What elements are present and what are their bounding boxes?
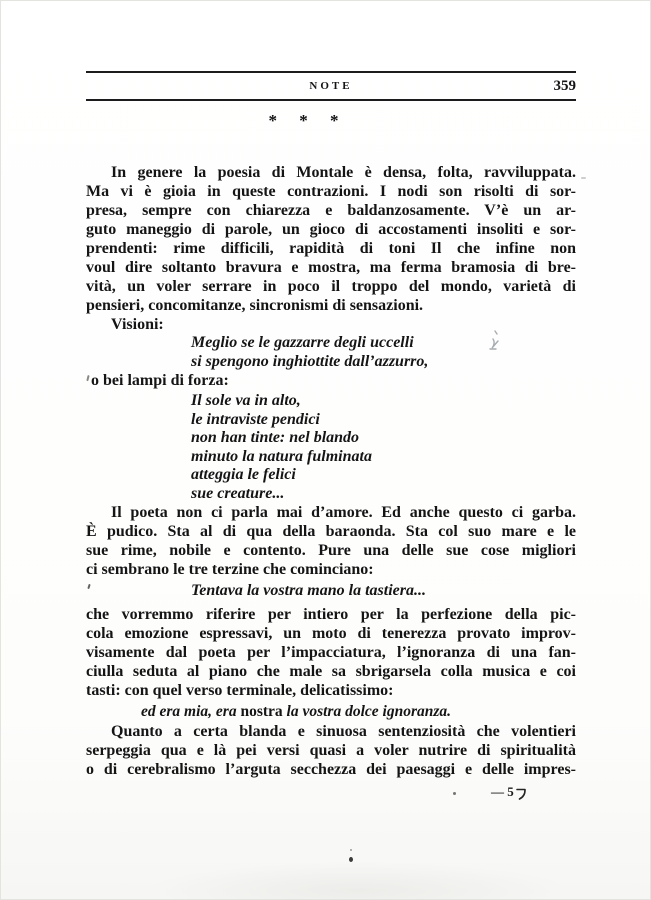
- text-line: atteggia le felici: [191, 466, 296, 483]
- printer-signature: [86, 784, 576, 801]
- signature-hook-icon: [516, 788, 527, 801]
- text-line: sue creature...: [191, 484, 285, 502]
- text-line: Il poeta non ci parla mai d’amore. Ed anche questo ci garba.: [111, 504, 576, 521]
- text-line: voul dire soltanto bravura e mostra, ma ferma bramosia di bre-: [86, 259, 576, 276]
- paragraph-4: [86, 722, 576, 779]
- text-line: In genere la poesia di Montale è densa, folta, ravviluppata.: [111, 164, 576, 181]
- text-block: [86, 1, 576, 801]
- running-title: NOTE: [309, 80, 353, 92]
- text-line: che vorremmo riferire per intiero per la perfezione della pic-: [86, 605, 576, 623]
- ink-speck: [349, 857, 353, 862]
- text-line: minuto la natura fulminata: [191, 447, 372, 465]
- ink-tick-mark: [86, 375, 89, 381]
- text-line: o di cerebralismo l’arguta secchezza dei paesaggi e delle impres-: [86, 761, 576, 778]
- verse-quote-2: [191, 392, 576, 503]
- text-line: prendenti: rime difficili, rapidità di toni Il che infine non: [86, 240, 576, 257]
- text-line: ciulla seduta al piano che male sa sbrigarsela colla musica e coi: [86, 662, 576, 680]
- text-line: cola emozione espressavi, un moto di tenerezza provato improv-: [86, 624, 576, 642]
- text-line: presa, sempre con chiarezza e baldanzosamente. V’è un ar-: [86, 202, 576, 219]
- paragraph-3: [86, 605, 576, 700]
- text-line: visamente dal poeta per l’impacciatura, l’ignoranza di una fan-: [86, 643, 576, 661]
- text-line: Meglio se le gazzarre degli uccelli: [191, 334, 414, 351]
- verse4-italic-end: la vostra dolce ignoranza.: [286, 702, 452, 720]
- text-line: Quanto a certa blanda e sinuosa sentenziosità che volentieri: [111, 723, 576, 740]
- verse-quote-1: [191, 334, 576, 371]
- ink-speck: [581, 177, 586, 179]
- text-line: pensieri, concomitanze, sincronismi di sensazioni.: [86, 297, 424, 314]
- dinkus-asterisks: * * *: [268, 111, 348, 130]
- verse4-italic-start: ed era mia, era: [141, 702, 237, 720]
- text-line: Ma vi è gioia in queste contrazioni. I nodi son risolti di sor-: [86, 183, 576, 200]
- ink-speck: [350, 849, 352, 851]
- text-line: serpeggia qua e là pei versi quasi a voler nutrire di spiritualità: [86, 742, 576, 759]
- visioni-label: Visioni:: [111, 316, 164, 333]
- text-line: guto maneggio di parole, un gioco di accostamenti insoliti e sor-: [86, 221, 576, 238]
- text-line: È pudico. Sta al di qua della baraonda. Sta col suo mare e le: [86, 523, 576, 540]
- text-line: non han tinte: nel blando: [191, 429, 360, 446]
- running-head: [86, 71, 576, 101]
- paragraph-1: [86, 163, 576, 315]
- text-line: tasti: con quel verso terminale, delicatissimo:: [86, 681, 394, 699]
- text-line: ci sembrano le tre terzine che cominciano:: [86, 561, 374, 578]
- interlude-text: o bei lampi di forza:: [91, 372, 229, 389]
- interlude-line: [86, 371, 576, 390]
- text-line: sue rime, nobile e contento. Pure una delle sue cose migliori: [86, 542, 576, 559]
- signature-number: — 5: [491, 784, 514, 799]
- text-line: Il sole va in alto,: [191, 392, 301, 409]
- verse-quote-3: [191, 582, 576, 601]
- page-number: 359: [553, 77, 576, 94]
- verse-quote-4: [141, 703, 576, 722]
- paragraph-2: [86, 503, 576, 579]
- text-line: vità, un voler serrare in poco il troppo del mondo, varietà di: [86, 278, 576, 295]
- text-line: Tentava la vostra mano la tastiera...: [191, 582, 426, 599]
- verse4-roman-word: nostra: [240, 702, 283, 720]
- text-line: le intraviste pendici: [191, 410, 320, 428]
- text-line: si spengono inghiottite dall’azzurro,: [191, 352, 429, 370]
